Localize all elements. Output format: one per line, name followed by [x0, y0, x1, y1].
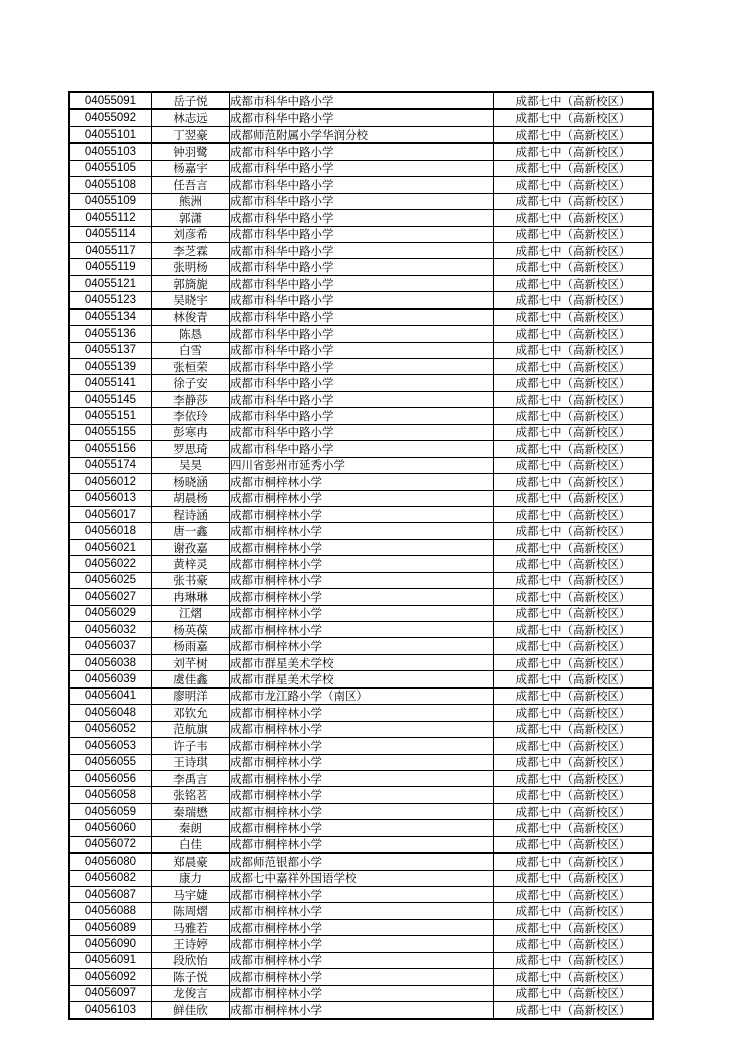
table-row	[69, 539, 653, 555]
student-name-cell: 杨嘉宇	[152, 160, 230, 176]
student-name-cell: 程诗涵	[152, 506, 230, 522]
primary-school-cell: 成都师范银都小学	[230, 853, 494, 870]
primary-school-cell: 成都市群星美术学校	[230, 654, 494, 670]
admitted-school-cell: 成都七中（高新校区）	[494, 556, 654, 572]
primary-school-cell: 成都市桐梓林小学	[230, 705, 494, 721]
primary-school-cell: 成都市桐梓林小学	[230, 820, 494, 836]
student-id-cell: 04056058	[69, 787, 152, 803]
primary-school-cell: 成都市桐梓林小学	[230, 523, 494, 539]
primary-school-cell: 成都市科华中路小学	[230, 424, 494, 440]
student-id-cell: 04056029	[69, 605, 152, 621]
admitted-school-cell: 成都七中（高新校区）	[494, 193, 654, 209]
student-id-cell: 04056080	[69, 853, 152, 870]
admitted-school-cell: 成都七中（高新校区）	[494, 985, 654, 1001]
student-name-cell: 李静莎	[152, 391, 230, 407]
admitted-school-cell: 成都七中（高新校区）	[494, 143, 654, 160]
primary-school-cell: 成都七中嘉祥外国语学校	[230, 870, 494, 886]
student-id-cell: 04055091	[69, 92, 152, 109]
student-name-cell: 秦朗	[152, 820, 230, 836]
primary-school-cell: 成都市科华中路小学	[230, 160, 494, 176]
admitted-school-cell: 成都七中（高新校区）	[494, 622, 654, 638]
table-row	[69, 705, 653, 721]
table-row	[69, 424, 653, 440]
table-row	[69, 969, 653, 985]
table-row	[69, 853, 653, 870]
primary-school-cell: 成都市桐梓林小学	[230, 490, 494, 506]
table-row	[69, 309, 653, 326]
admitted-school-cell: 成都七中（高新校区）	[494, 210, 654, 226]
student-id-cell: 04056089	[69, 919, 152, 935]
student-id-cell: 04056055	[69, 754, 152, 770]
student-id-cell: 04055108	[69, 177, 152, 193]
student-id-cell: 04056025	[69, 572, 152, 588]
student-name-cell: 秦瑞懋	[152, 803, 230, 819]
table-row	[69, 342, 653, 358]
primary-school-cell: 成都市桐梓林小学	[230, 754, 494, 770]
student-id-cell: 04055123	[69, 292, 152, 309]
student-id-cell: 04056059	[69, 803, 152, 819]
student-name-cell: 张桓荣	[152, 359, 230, 375]
student-name-cell: 刘彦希	[152, 226, 230, 242]
student-name-cell: 林志远	[152, 109, 230, 126]
admitted-school-cell: 成都七中（高新校区）	[494, 226, 654, 242]
student-id-cell: 04055105	[69, 160, 152, 176]
table-row	[69, 160, 653, 176]
student-name-cell: 林俊青	[152, 309, 230, 326]
table-row	[69, 671, 653, 688]
student-name-cell: 李禹言	[152, 770, 230, 786]
admitted-school-cell: 成都七中（高新校区）	[494, 309, 654, 326]
admitted-school-cell: 成都七中（高新校区）	[494, 109, 654, 126]
admitted-school-cell: 成都七中（高新校区）	[494, 738, 654, 754]
student-id-cell: 04056027	[69, 589, 152, 605]
table-row	[69, 506, 653, 522]
student-id-cell: 04055174	[69, 457, 152, 473]
admitted-school-cell: 成都七中（高新校区）	[494, 126, 654, 143]
table-row	[69, 92, 653, 109]
student-id-cell: 04055139	[69, 359, 152, 375]
student-id-cell: 04056021	[69, 539, 152, 555]
student-name-cell: 陈子悦	[152, 969, 230, 985]
student-name-cell: 张明杨	[152, 259, 230, 275]
student-name-cell: 马宇婕	[152, 887, 230, 903]
admitted-school-cell: 成都七中（高新校区）	[494, 539, 654, 555]
student-name-cell: 白佳	[152, 836, 230, 853]
primary-school-cell: 成都市科华中路小学	[230, 391, 494, 407]
student-id-cell: 04055141	[69, 375, 152, 391]
student-name-cell: 范航旗	[152, 721, 230, 737]
student-name-cell: 鲜佳欣	[152, 1002, 230, 1019]
table-row	[69, 226, 653, 242]
admitted-school-cell: 成都七中（高新校区）	[494, 803, 654, 819]
student-name-cell: 王诗婷	[152, 936, 230, 952]
primary-school-cell: 成都市科华中路小学	[230, 193, 494, 209]
student-id-cell: 04056012	[69, 474, 152, 490]
admitted-school-cell: 成都七中（高新校区）	[494, 671, 654, 688]
admitted-school-cell: 成都七中（高新校区）	[494, 589, 654, 605]
admitted-school-cell: 成都七中（高新校区）	[494, 870, 654, 886]
student-id-cell: 04056056	[69, 770, 152, 786]
primary-school-cell: 成都市桐梓林小学	[230, 952, 494, 968]
student-id-cell: 04056082	[69, 870, 152, 886]
student-id-cell: 04056032	[69, 622, 152, 638]
roster-body	[69, 92, 653, 1019]
table-row	[69, 985, 653, 1001]
table-row	[69, 126, 653, 143]
student-id-cell: 04056052	[69, 721, 152, 737]
admitted-school-cell: 成都七中（高新校区）	[494, 903, 654, 919]
student-id-cell: 04055145	[69, 391, 152, 407]
admitted-school-cell: 成都七中（高新校区）	[494, 705, 654, 721]
student-name-cell: 吴晓宇	[152, 292, 230, 309]
primary-school-cell: 成都市桐梓林小学	[230, 474, 494, 490]
primary-school-cell: 成都市群星美术学校	[230, 671, 494, 688]
primary-school-cell: 成都市科华中路小学	[230, 441, 494, 457]
primary-school-cell: 成都市桐梓林小学	[230, 605, 494, 621]
admitted-school-cell: 成都七中（高新校区）	[494, 969, 654, 985]
table-row	[69, 605, 653, 621]
student-id-cell: 04055134	[69, 309, 152, 326]
admitted-school-cell: 成都七中（高新校区）	[494, 572, 654, 588]
table-row	[69, 770, 653, 786]
primary-school-cell: 成都市科华中路小学	[230, 375, 494, 391]
student-name-cell: 廖明洋	[152, 688, 230, 705]
table-row	[69, 688, 653, 705]
student-name-cell: 许子韦	[152, 738, 230, 754]
primary-school-cell: 成都市科华中路小学	[230, 342, 494, 358]
student-name-cell: 任吾言	[152, 177, 230, 193]
primary-school-cell: 成都市科华中路小学	[230, 359, 494, 375]
student-id-cell: 04055137	[69, 342, 152, 358]
admitted-school-cell: 成都七中（高新校区）	[494, 391, 654, 407]
student-id-cell: 04056048	[69, 705, 152, 721]
student-id-cell: 04055151	[69, 408, 152, 424]
admitted-school-cell: 成都七中（高新校区）	[494, 92, 654, 109]
student-id-cell: 04056087	[69, 887, 152, 903]
table-row	[69, 556, 653, 572]
student-name-cell: 龙俊言	[152, 985, 230, 1001]
admitted-school-cell: 成都七中（高新校区）	[494, 408, 654, 424]
primary-school-cell: 成都市科华中路小学	[230, 226, 494, 242]
admitted-school-cell: 成都七中（高新校区）	[494, 242, 654, 258]
primary-school-cell: 成都市科华中路小学	[230, 275, 494, 291]
student-id-cell: 04055112	[69, 210, 152, 226]
admitted-school-cell: 成都七中（高新校区）	[494, 952, 654, 968]
table-row	[69, 903, 653, 919]
primary-school-cell: 成都市桐梓林小学	[230, 803, 494, 819]
admission-roster-table	[68, 91, 654, 1020]
admitted-school-cell: 成都七中（高新校区）	[494, 326, 654, 342]
table-row	[69, 952, 653, 968]
admitted-school-cell: 成都七中（高新校区）	[494, 523, 654, 539]
admitted-school-cell: 成都七中（高新校区）	[494, 441, 654, 457]
primary-school-cell: 成都市桐梓林小学	[230, 969, 494, 985]
table-row	[69, 408, 653, 424]
student-name-cell: 岳子悦	[152, 92, 230, 109]
table-row	[69, 870, 653, 886]
table-row	[69, 391, 653, 407]
primary-school-cell: 成都市桐梓林小学	[230, 589, 494, 605]
student-name-cell: 李依玲	[152, 408, 230, 424]
student-name-cell: 黄梓灵	[152, 556, 230, 572]
primary-school-cell: 成都市桐梓林小学	[230, 836, 494, 853]
student-name-cell: 张书豪	[152, 572, 230, 588]
table-row	[69, 820, 653, 836]
student-name-cell: 熊洲	[152, 193, 230, 209]
student-name-cell: 徐子安	[152, 375, 230, 391]
student-id-cell: 04055121	[69, 275, 152, 291]
admitted-school-cell: 成都七中（高新校区）	[494, 457, 654, 473]
table-row	[69, 638, 653, 654]
student-name-cell: 吴昊	[152, 457, 230, 473]
student-id-cell: 04056092	[69, 969, 152, 985]
table-row	[69, 919, 653, 935]
student-name-cell: 彭寒冉	[152, 424, 230, 440]
primary-school-cell: 成都市桐梓林小学	[230, 556, 494, 572]
student-name-cell: 段欣怡	[152, 952, 230, 968]
primary-school-cell: 成都市科华中路小学	[230, 143, 494, 160]
table-row	[69, 622, 653, 638]
student-id-cell: 04056018	[69, 523, 152, 539]
admitted-school-cell: 成都七中（高新校区）	[494, 654, 654, 670]
student-id-cell: 04055117	[69, 242, 152, 258]
primary-school-cell: 成都市桐梓林小学	[230, 887, 494, 903]
table-row	[69, 109, 653, 126]
student-name-cell: 杨晓涵	[152, 474, 230, 490]
admitted-school-cell: 成都七中（高新校区）	[494, 853, 654, 870]
student-id-cell: 04055119	[69, 259, 152, 275]
student-name-cell: 陈恳	[152, 326, 230, 342]
primary-school-cell: 成都市科华中路小学	[230, 408, 494, 424]
student-name-cell: 刘芊树	[152, 654, 230, 670]
primary-school-cell: 成都市桐梓林小学	[230, 572, 494, 588]
admitted-school-cell: 成都七中（高新校区）	[494, 787, 654, 803]
student-id-cell: 04055114	[69, 226, 152, 242]
admitted-school-cell: 成都七中（高新校区）	[494, 506, 654, 522]
admitted-school-cell: 成都七中（高新校区）	[494, 638, 654, 654]
student-name-cell: 胡晨杨	[152, 490, 230, 506]
primary-school-cell: 成都市科华中路小学	[230, 259, 494, 275]
primary-school-cell: 成都市科华中路小学	[230, 309, 494, 326]
admitted-school-cell: 成都七中（高新校区）	[494, 177, 654, 193]
table-row	[69, 177, 653, 193]
student-name-cell: 郭潇	[152, 210, 230, 226]
student-name-cell: 江熠	[152, 605, 230, 621]
table-row	[69, 457, 653, 473]
primary-school-cell: 成都市桐梓林小学	[230, 985, 494, 1001]
student-name-cell: 康力	[152, 870, 230, 886]
student-id-cell: 04056017	[69, 506, 152, 522]
student-name-cell: 谢孜嘉	[152, 539, 230, 555]
student-name-cell: 罗思琦	[152, 441, 230, 457]
table-row	[69, 259, 653, 275]
admitted-school-cell: 成都七中（高新校区）	[494, 1002, 654, 1019]
admitted-school-cell: 成都七中（高新校区）	[494, 836, 654, 853]
student-id-cell: 04056072	[69, 836, 152, 853]
student-id-cell: 04055092	[69, 109, 152, 126]
primary-school-cell: 成都市龙江路小学（南区）	[230, 688, 494, 705]
student-name-cell: 杨英葆	[152, 622, 230, 638]
primary-school-cell: 成都市桐梓林小学	[230, 721, 494, 737]
table-row	[69, 721, 653, 737]
student-id-cell: 04056039	[69, 671, 152, 688]
admitted-school-cell: 成都七中（高新校区）	[494, 160, 654, 176]
student-id-cell: 04056022	[69, 556, 152, 572]
student-id-cell: 04056088	[69, 903, 152, 919]
student-name-cell: 杨雨嘉	[152, 638, 230, 654]
student-name-cell: 李芝霖	[152, 242, 230, 258]
primary-school-cell: 四川省彭州市延秀小学	[230, 457, 494, 473]
admitted-school-cell: 成都七中（高新校区）	[494, 721, 654, 737]
table-row	[69, 787, 653, 803]
student-name-cell: 唐一鑫	[152, 523, 230, 539]
student-name-cell: 郭旖旎	[152, 275, 230, 291]
admitted-school-cell: 成都七中（高新校区）	[494, 375, 654, 391]
primary-school-cell: 成都市科华中路小学	[230, 177, 494, 193]
admitted-school-cell: 成都七中（高新校区）	[494, 820, 654, 836]
primary-school-cell: 成都市科华中路小学	[230, 326, 494, 342]
student-name-cell: 冉琳琳	[152, 589, 230, 605]
student-id-cell: 04056103	[69, 1002, 152, 1019]
table-row	[69, 572, 653, 588]
primary-school-cell: 成都市科华中路小学	[230, 109, 494, 126]
table-row	[69, 754, 653, 770]
table-row	[69, 589, 653, 605]
table-row	[69, 887, 653, 903]
primary-school-cell: 成都市桐梓林小学	[230, 787, 494, 803]
table-row	[69, 143, 653, 160]
table-row	[69, 359, 653, 375]
table-row	[69, 1002, 653, 1019]
table-row	[69, 210, 653, 226]
admitted-school-cell: 成都七中（高新校区）	[494, 919, 654, 935]
student-id-cell: 04056097	[69, 985, 152, 1001]
primary-school-cell: 成都市桐梓林小学	[230, 1002, 494, 1019]
student-id-cell: 04055103	[69, 143, 152, 160]
admitted-school-cell: 成都七中（高新校区）	[494, 936, 654, 952]
table-row	[69, 242, 653, 258]
student-id-cell: 04056090	[69, 936, 152, 952]
student-name-cell: 张铭茗	[152, 787, 230, 803]
student-id-cell: 04056091	[69, 952, 152, 968]
student-id-cell: 04055156	[69, 441, 152, 457]
admitted-school-cell: 成都七中（高新校区）	[494, 359, 654, 375]
table-row	[69, 654, 653, 670]
admitted-school-cell: 成都七中（高新校区）	[494, 887, 654, 903]
table-row	[69, 738, 653, 754]
primary-school-cell: 成都市桐梓林小学	[230, 903, 494, 919]
primary-school-cell: 成都市桐梓林小学	[230, 936, 494, 952]
table-row	[69, 836, 653, 853]
student-name-cell: 马雅若	[152, 919, 230, 935]
student-id-cell: 04056053	[69, 738, 152, 754]
table-row	[69, 193, 653, 209]
primary-school-cell: 成都市桐梓林小学	[230, 506, 494, 522]
admitted-school-cell: 成都七中（高新校区）	[494, 770, 654, 786]
primary-school-cell: 成都市科华中路小学	[230, 292, 494, 309]
student-id-cell: 04055101	[69, 126, 152, 143]
student-name-cell: 陈周熠	[152, 903, 230, 919]
table-row	[69, 474, 653, 490]
student-id-cell: 04056037	[69, 638, 152, 654]
student-id-cell: 04055136	[69, 326, 152, 342]
student-name-cell: 丁翌豪	[152, 126, 230, 143]
admitted-school-cell: 成都七中（高新校区）	[494, 490, 654, 506]
table-row	[69, 523, 653, 539]
table-row	[69, 441, 653, 457]
table-row	[69, 490, 653, 506]
student-name-cell: 钟羽鹭	[152, 143, 230, 160]
primary-school-cell: 成都市桐梓林小学	[230, 638, 494, 654]
student-id-cell: 04056038	[69, 654, 152, 670]
admitted-school-cell: 成都七中（高新校区）	[494, 259, 654, 275]
student-name-cell: 白雪	[152, 342, 230, 358]
student-name-cell: 虞佳鑫	[152, 671, 230, 688]
student-id-cell: 04056013	[69, 490, 152, 506]
student-id-cell: 04055109	[69, 193, 152, 209]
primary-school-cell: 成都市科华中路小学	[230, 242, 494, 258]
primary-school-cell: 成都市桐梓林小学	[230, 539, 494, 555]
admitted-school-cell: 成都七中（高新校区）	[494, 754, 654, 770]
admitted-school-cell: 成都七中（高新校区）	[494, 342, 654, 358]
admitted-school-cell: 成都七中（高新校区）	[494, 424, 654, 440]
primary-school-cell: 成都市桐梓林小学	[230, 919, 494, 935]
admitted-school-cell: 成都七中（高新校区）	[494, 275, 654, 291]
admitted-school-cell: 成都七中（高新校区）	[494, 688, 654, 705]
student-id-cell: 04055155	[69, 424, 152, 440]
primary-school-cell: 成都市科华中路小学	[230, 210, 494, 226]
table-row	[69, 326, 653, 342]
admitted-school-cell: 成都七中（高新校区）	[494, 605, 654, 621]
admitted-school-cell: 成都七中（高新校区）	[494, 292, 654, 309]
student-name-cell: 王诗琪	[152, 754, 230, 770]
table-row	[69, 936, 653, 952]
student-id-cell: 04056041	[69, 688, 152, 705]
table-row	[69, 375, 653, 391]
table-row	[69, 275, 653, 291]
primary-school-cell: 成都市桐梓林小学	[230, 622, 494, 638]
table-row	[69, 803, 653, 819]
admitted-school-cell: 成都七中（高新校区）	[494, 474, 654, 490]
student-id-cell: 04056060	[69, 820, 152, 836]
student-name-cell: 郑晨豪	[152, 853, 230, 870]
primary-school-cell: 成都市桐梓林小学	[230, 770, 494, 786]
student-name-cell: 邓钦允	[152, 705, 230, 721]
primary-school-cell: 成都师范附属小学华润分校	[230, 126, 494, 143]
primary-school-cell: 成都市科华中路小学	[230, 92, 494, 109]
primary-school-cell: 成都市桐梓林小学	[230, 738, 494, 754]
table-row	[69, 292, 653, 309]
